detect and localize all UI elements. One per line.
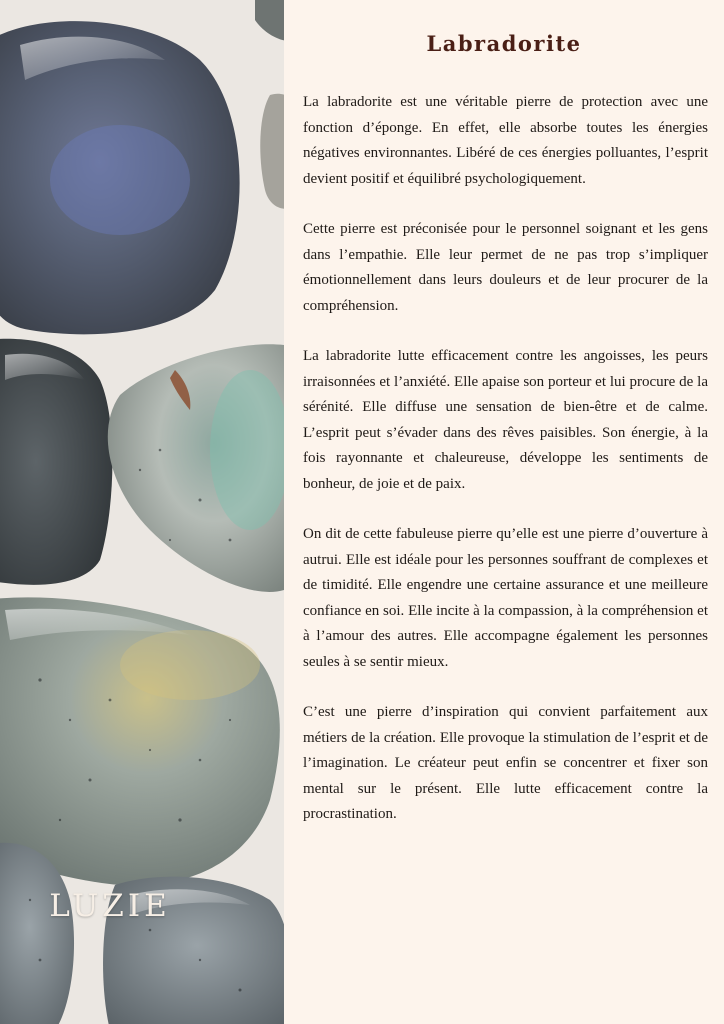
paragraph: La labradorite lutte efficacement contre les angoisses, les peurs irraisonnées et l’anxiété. Elle apaise son porteur et lui procure de la sérénité. Elle diffuse une sensation de bien-être et de calme. L’esprit peut s’évader dans des rêves paisibles. Son énergie, à la fois rayonnante et chaleureuse, développe les sentiments de bonheur, de joie et de paix. [303,348,708,492]
paragraph: On dit de cette fabuleuse pierre qu’elle est une pierre d’ouverture à autrui. Elle est idéale pour les personnes souffrant de complexes et de timidité. Elle engendre une certaine assurance et une meilleure confiance en soi. Elle incite à la compassion, à la compréhension et à l’amour des autres. Elle accompagne également les personnes seules à se sentir mieux. [303,526,708,670]
stones-illustration [0,0,284,1024]
brand-logo-text: LUZIE [49,888,171,924]
paragraph: La labradorite est une véritable pierre de protection avec une fonction d’éponge. En effet, elle absorbe toutes les énergies négatives environnantes. Libéré de ces énergies polluantes, l’esprit devient positif et équilibré psychologiquement. [303,94,708,187]
paragraph: C’est une pierre d’inspiration qui convient parfaitement aux métiers de la création. Elle provoque la stimulation de l’esprit et de l’imagination. Le créateur peut enfin se concentrer et fixer son mental sur le présent. Elle lutte efficacement contre la procrastination. [303,704,708,822]
paragraph: Cette pierre est préconisée pour le personnel soignant et les gens dans l’empathie. Elle leur permet de ne pas trop s’impliquer émotionnellement dans leurs douleurs et de leur procurer de la compréhension. [303,221,708,314]
page-title: Labradorite [426,31,582,56]
text-panel [284,0,724,1024]
description-body [303,90,708,853]
labradorite-stones-photo [0,0,284,1024]
